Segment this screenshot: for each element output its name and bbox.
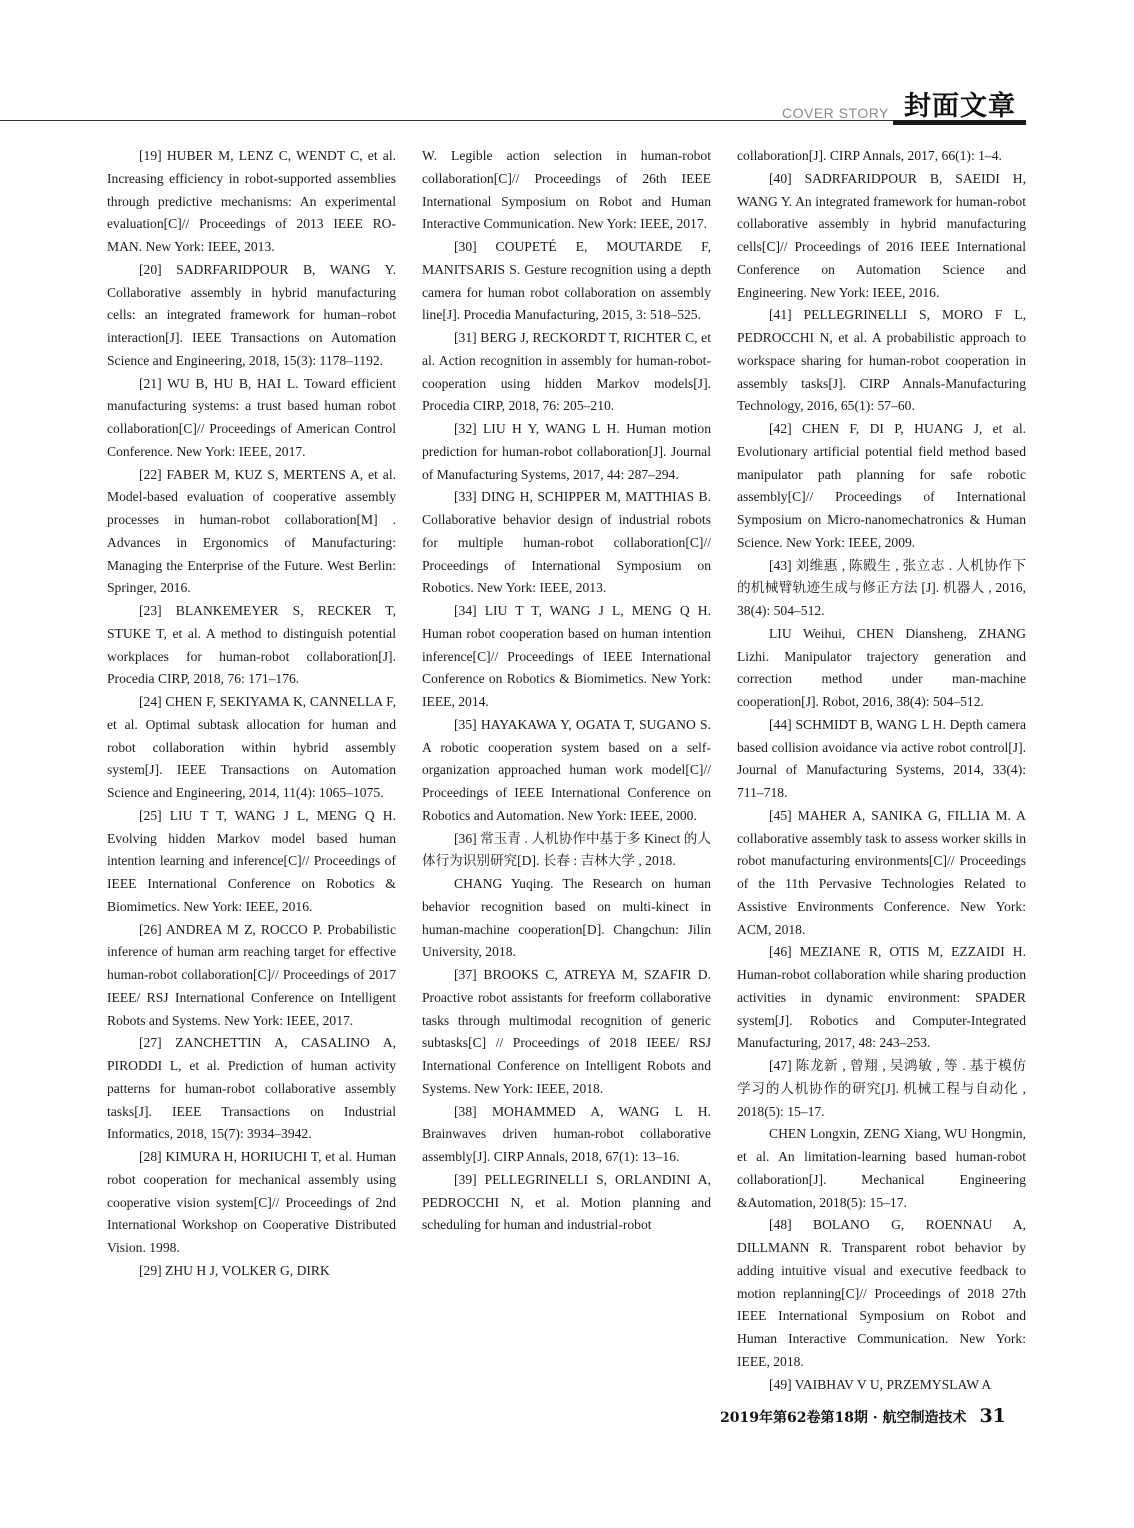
reference-entry: [19] HUBER M, LENZ C, WENDT C, et al. Increasing efficiency in robot-supported assemblies through predictive mechanisms: An experimental evaluation[C]// Proceedings of 2013 IEEE RO-MAN. New York: IEEE, 2013. <box>107 148 396 254</box>
reference-entry: [40] SADRFARIDPOUR B, SAEIDI H, WANG Y. An integrated framework for human-robot collaborative assembly in hybrid manufacturing cells[C]// Proceedings of 2016 IEEE International Conference on Automation Science and Engineering. New York: IEEE, 2016. <box>737 170 1026 300</box>
section-label-en: COVER STORY <box>782 105 889 121</box>
reference-entry: [33] DING H, SCHIPPER M, MATTHIAS B. Collaborative behavior design of industrial robots for multiple human-robot collaboration[C]// Proceedings of International Symposium on Robotics. New York: IEEE, 2013. <box>422 489 711 596</box>
references-column-1 <box>107 145 396 1283</box>
reference-entry: [43] 刘维惠 , 陈殿生 , 张立志 . 人机协作下的机械臂轨迹生成与修正方法 [J]. 机器人 , 2016, 38(4): 504–512. <box>737 557 1026 618</box>
reference-entry: [42] CHEN F, DI P, HUANG J, et al. Evolutionary artificial potential field method based manipulator path planning for safe robotic assembly[C]// Proceedings of International Symposium on Micro-nanomechatronics & Human Science. New York: IEEE, 2009. <box>737 421 1026 550</box>
reference-entry: [47] 陈龙新 , 曾翔 , 吴鸿敏 , 等 . 基于模仿学习的人机协作的研究[J]. 机械工程与自动化 , 2018(5): 15–17. <box>737 1058 1026 1119</box>
page-number: 31 <box>979 1405 1006 1427</box>
reference-entry: CHEN Longxin, ZENG Xiang, WU Hongmin, et al. An limitation-learning based human-robot collaboration[J]. Mechanical Engineering &Automation, 2018(5): 15–17. <box>737 1126 1026 1210</box>
references-column-3 <box>737 145 1026 1396</box>
references-column-2 <box>422 145 711 1237</box>
reference-entry: [35] HAYAKAWA Y, OGATA T, SUGANO S. A robotic cooperation system based on a self-organization approached human work model[C]// Proceedings of IEEE International Conference on Robotics and Automation. New York: IEEE, 2000. <box>422 716 711 823</box>
reference-entry: [41] PELLEGRINELLI S, MORO F L, PEDROCCHI N, et al. A probabilistic approach to workspace sharing for human-robot cooperation in assembly tasks[J]. CIRP Annals-Manufacturing Technology, 2016, 65(1): 57–60. <box>737 307 1026 414</box>
reference-entry: [49] VAIBHAV V U, PRZEMYSLAW A <box>769 1376 992 1392</box>
reference-entry: [26] ANDREA M Z, ROCCO P. Probabilistic inference of human arm reaching target for effective human-robot collaboration[C]// Proceedings of 2017 IEEE/ RSJ International Conference on Intelligent Robots and Systems. New York: IEEE, 2017. <box>107 921 396 1028</box>
reference-entry: [25] LIU T T, WANG J L, MENG Q H. Evolving hidden Markov model based human intention learning and inference[C]// Proceedings of IEEE International Conference on Robotics & Biomimetics. New York: IEEE, 2016. <box>107 807 396 914</box>
reference-entry: [30] COUPETÉ E, MOUTARDE F, MANITSARIS S. Gesture recognition using a depth camera for human robot collaboration on assembly line[J]. Procedia Manufacturing, 2015, 3: 518–525. <box>422 239 711 323</box>
reference-entry: [20] SADRFARIDPOUR B, WANG Y. Collaborative assembly in hybrid manufacturing cells: an integrated framework for human–robot interaction[J]. IEEE Transactions on Automation Science and Engineering, 2018, 15(3): 1178–1192. <box>107 261 396 368</box>
reference-entry: W. Legible action selection in human-robot collaboration[C]// Proceedings of 26th IEEE International Symposium on Robot and Human Interactive Communication. New York: IEEE, 2017. <box>422 148 711 232</box>
reference-entry: [44] SCHMIDT B, WANG L H. Depth camera based collision avoidance via active robot control[J]. Journal of Manufacturing Systems, 2014, 33(4): 711–718. <box>737 716 1026 800</box>
reference-entry: CHANG Yuqing. The Research on human behavior recognition based on multi-kinect in human-machine cooperation[D]. Changchun: Jilin University, 2018. <box>422 876 711 960</box>
page-footer <box>720 1405 1006 1427</box>
reference-entry: [45] MAHER A, SANIKA G, FILLIA M. A collaborative assembly task to assess worker skills in robot manufacturing environments[C]// Proceedings of the 11th Pervasive Technologies Related to Assistive Environments Conference. New York: ACM, 2018. <box>737 807 1026 937</box>
reference-entry: [31] BERG J, RECKORDT T, RICHTER C, et al. Action recognition in assembly for human-robot-cooperation using hidden Markov models[J]. Procedia CIRP, 2018, 76: 205–210. <box>422 330 711 414</box>
reference-entry: [22] FABER M, KUZ S, MERTENS A, et al. Model-based evaluation of cooperative assembly processes in human-robot collaboration[M] . Advances in Ergonomics of Manufacturing: Managing the Enterprise of the Future. West Berlin: Springer, 2016. <box>107 466 396 596</box>
reference-entry: LIU Weihui, CHEN Diansheng, ZHANG Lizhi. Manipulator trajectory generation and correction method under man-machine cooperation[J]. Robot, 2016, 38(4): 504–512. <box>737 625 1026 709</box>
section-label-cn: 封面文章 <box>904 91 1016 122</box>
reference-entry: [28] KIMURA H, HORIUCHI T, et al. Human robot cooperation for mechanical assembly using cooperative vision system[C]// Proceedings of 2nd International Workshop on Cooperative Distributed Vision. 1998. <box>107 1149 396 1255</box>
reference-entry: [39] PELLEGRINELLI S, ORLANDINI A, PEDROCCHI N, et al. Motion planning and scheduling for human and industrial-robot <box>422 1171 711 1233</box>
reference-entry: [21] WU B, HU B, HAI L. Toward efficient manufacturing systems: a trust based human robot collaboration[C]// Proceedings of American Control Conference. New York: IEEE, 2017. <box>107 375 396 459</box>
reference-entry: [23] BLANKEMEYER S, RECKER T, STUKE T, et al. A method to distinguish potential workplaces for human-robot collaboration[J]. Procedia CIRP, 2018, 76: 171–176. <box>107 603 396 687</box>
reference-entry: [24] CHEN F, SEKIYAMA K, CANNELLA F, et al. Optimal subtask allocation for human and robot collaboration within hybrid assembly system[J]. IEEE Transactions on Automation Science and Engineering, 2014, 11(4): 1065–1075. <box>107 694 396 800</box>
reference-entry: [38] MOHAMMED A, WANG L H. Brainwaves driven human-robot collaborative assembly[J]. CIRP Annals, 2018, 67(1): 13–16. <box>422 1103 711 1164</box>
journal-issue: 2019年第62卷第18期 · 航空制造技术 <box>720 1410 967 1426</box>
reference-entry: [32] LIU H Y, WANG L H. Human motion prediction for human-robot collaboration[J]. Journal of Manufacturing Systems, 2017, 44: 287–294. <box>422 421 711 482</box>
reference-entry: [48] BOLANO G, ROENNAU A, DILLMANN R. Transparent robot behavior by adding intuitive visual and executive feedback to motion replanning[C]// Proceedings of 2018 27th IEEE International Symposium on Robot and Human Interactive Communication. New York: IEEE, 2018. <box>737 1217 1026 1369</box>
reference-entry: [27] ZANCHETTIN A, CASALINO A, PIRODDI L, et al. Prediction of human activity patterns for human-robot collaborative assembly tasks[J]. IEEE Transactions on Industrial Informatics, 2018, 15(7): 3934–3942. <box>107 1035 396 1142</box>
reference-entry: [46] MEZIANE R, OTIS M, EZZAIDI H. Human-robot collaboration while sharing production activities in dynamic environment: SPADER system[J]. Robotics and Computer-Integrated Manufacturing, 2017, 48: 243–253. <box>737 944 1026 1051</box>
reference-entry: [37] BROOKS C, ATREYA M, SZAFIR D. Proactive robot assistants for freeform collaborative tasks through multimodal recognition of generic subtasks[C] // Proceedings of 2018 IEEE/ RSJ International Conference on Intelligent Robots and Systems. New York: IEEE, 2018. <box>422 967 711 1096</box>
reference-entry: [36] 常玉青 . 人机协作中基于多 Kinect 的人体行为识别研究[D]. 长春 : 吉林大学 , 2018. <box>422 830 711 869</box>
reference-entry: collaboration[J]. CIRP Annals, 2017, 66(1): 1–4. <box>737 148 1002 163</box>
reference-entry: [29] ZHU H J, VOLKER G, DIRK <box>139 1262 330 1278</box>
reference-entry: [34] LIU T T, WANG J L, MENG Q H. Human robot cooperation based on human intention inference[C]// Proceedings of IEEE International Conference on Robotics & Biomimetics. New York: IEEE, 2014. <box>422 603 711 709</box>
